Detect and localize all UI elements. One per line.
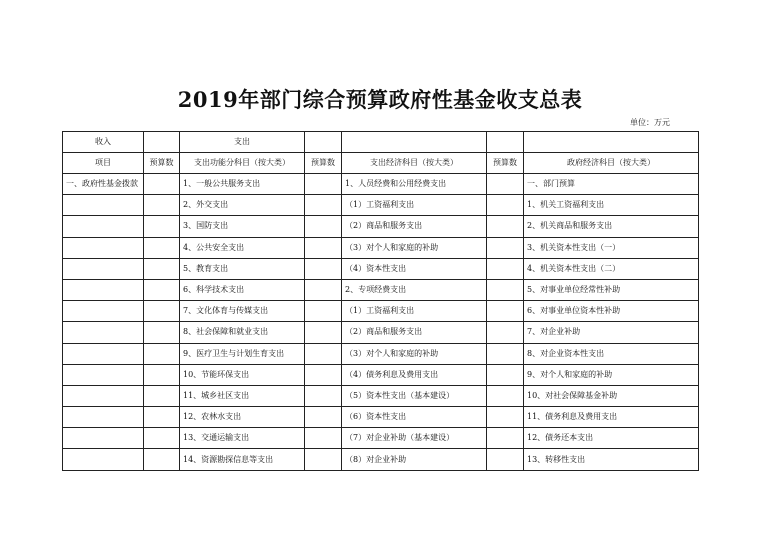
cell-item: 一、政府性基金拨款 (63, 174, 144, 195)
cell-econ: （7）对企业补助（基本建设） (342, 428, 487, 449)
cell-budget-1 (144, 258, 180, 279)
cell-budget-2 (305, 428, 342, 449)
cell-budget-1 (144, 174, 180, 195)
cell-budget-2 (305, 364, 342, 385)
table-row (63, 449, 699, 470)
cell-econ: （3）对个人和家庭的补助 (342, 237, 487, 258)
table-row (63, 195, 699, 216)
cell-budget-3 (487, 174, 524, 195)
cell-budget-2 (305, 195, 342, 216)
cell-budget-1 (144, 301, 180, 322)
cell-item (63, 237, 144, 258)
cell-econ: （8）对企业补助 (342, 449, 487, 470)
cell-budget-1 (144, 195, 180, 216)
header-empty-3 (342, 132, 487, 153)
table-row (63, 322, 699, 343)
cell-item (63, 279, 144, 300)
cell-gov: 7、对企业补助 (524, 322, 699, 343)
cell-gov: 一、部门预算 (524, 174, 699, 195)
cell-budget-2 (305, 216, 342, 237)
cell-func: 10、节能环保支出 (180, 364, 305, 385)
cell-econ: 2、专项经费支出 (342, 279, 487, 300)
cell-gov: 13、转移性支出 (524, 449, 699, 470)
cell-budget-2 (305, 407, 342, 428)
cell-func: 7、文化体育与传媒支出 (180, 301, 305, 322)
cell-func: 3、国防支出 (180, 216, 305, 237)
cell-budget-1 (144, 279, 180, 300)
cell-budget-3 (487, 237, 524, 258)
cell-budget-1 (144, 216, 180, 237)
cell-func: 6、科学技术支出 (180, 279, 305, 300)
cell-item (63, 343, 144, 364)
header-budget-1: 预算数 (144, 153, 180, 174)
cell-gov: 10、对社会保障基金补助 (524, 385, 699, 406)
table-row (63, 428, 699, 449)
header-empty-1 (144, 132, 180, 153)
cell-econ: （6）资本性支出 (342, 407, 487, 428)
cell-budget-1 (144, 385, 180, 406)
table-row (63, 364, 699, 385)
cell-econ: 1、人员经费和公用经费支出 (342, 174, 487, 195)
cell-econ: （5）资本性支出（基本建设） (342, 385, 487, 406)
cell-item (63, 407, 144, 428)
header-budget-3: 预算数 (487, 153, 524, 174)
cell-budget-3 (487, 195, 524, 216)
cell-econ: （1）工资福利支出 (342, 195, 487, 216)
cell-budget-2 (305, 237, 342, 258)
cell-func: 2、外交支出 (180, 195, 305, 216)
cell-econ: （4）债务利息及费用支出 (342, 364, 487, 385)
cell-func: 4、公共安全支出 (180, 237, 305, 258)
unit-label: 单位：万元 (630, 118, 670, 127)
cell-budget-3 (487, 364, 524, 385)
cell-func: 8、社会保障和就业支出 (180, 322, 305, 343)
table-row (63, 174, 699, 195)
cell-budget-3 (487, 449, 524, 470)
header-row-2 (63, 153, 699, 174)
cell-item (63, 322, 144, 343)
cell-item (63, 364, 144, 385)
table-row (63, 407, 699, 428)
cell-budget-3 (487, 385, 524, 406)
cell-budget-3 (487, 279, 524, 300)
cell-budget-3 (487, 216, 524, 237)
header-empty-2 (305, 132, 342, 153)
cell-item (63, 195, 144, 216)
cell-func: 9、医疗卫生与计划生育支出 (180, 343, 305, 364)
cell-budget-2 (305, 279, 342, 300)
cell-budget-3 (487, 343, 524, 364)
cell-gov: 2、机关商品和服务支出 (524, 216, 699, 237)
table-row (63, 279, 699, 300)
cell-func: 12、农林水支出 (180, 407, 305, 428)
cell-budget-3 (487, 301, 524, 322)
cell-func: 5、教育支出 (180, 258, 305, 279)
cell-gov: 5、对事业单位经常性补助 (524, 279, 699, 300)
cell-budget-2 (305, 449, 342, 470)
cell-budget-3 (487, 428, 524, 449)
table-row (63, 216, 699, 237)
cell-func: 14、资源勘探信息等支出 (180, 449, 305, 470)
budget-table (62, 131, 699, 471)
cell-func: 1、一般公共服务支出 (180, 174, 305, 195)
cell-budget-1 (144, 237, 180, 258)
cell-econ: （3）对个人和家庭的补助 (342, 343, 487, 364)
table-row (63, 301, 699, 322)
header-budget-2: 预算数 (305, 153, 342, 174)
cell-item (63, 301, 144, 322)
cell-gov: 4、机关资本性支出（二） (524, 258, 699, 279)
header-row-1 (63, 132, 699, 153)
header-gov: 政府经济科目（按大类） (524, 153, 699, 174)
table-row (63, 385, 699, 406)
cell-item (63, 428, 144, 449)
cell-gov: 11、债务利息及费用支出 (524, 407, 699, 428)
header-expenditure: 支出 (180, 132, 305, 153)
cell-func: 11、城乡社区支出 (180, 385, 305, 406)
cell-budget-2 (305, 385, 342, 406)
cell-budget-2 (305, 174, 342, 195)
cell-budget-2 (305, 301, 342, 322)
cell-econ: （2）商品和服务支出 (342, 322, 487, 343)
cell-budget-1 (144, 322, 180, 343)
cell-budget-1 (144, 428, 180, 449)
cell-budget-2 (305, 343, 342, 364)
cell-budget-3 (487, 407, 524, 428)
cell-econ: （1）工资福利支出 (342, 301, 487, 322)
cell-budget-3 (487, 258, 524, 279)
cell-budget-1 (144, 343, 180, 364)
cell-func: 13、交通运输支出 (180, 428, 305, 449)
page-title: 2019年部门综合预算政府性基金收支总表 (177, 87, 583, 112)
cell-gov: 1、机关工资福利支出 (524, 195, 699, 216)
header-income: 收入 (63, 132, 144, 153)
cell-gov: 8、对企业资本性支出 (524, 343, 699, 364)
header-empty-4 (487, 132, 524, 153)
table-row (63, 258, 699, 279)
cell-budget-3 (487, 322, 524, 343)
cell-item (63, 385, 144, 406)
cell-budget-2 (305, 258, 342, 279)
cell-item (63, 216, 144, 237)
cell-budget-1 (144, 407, 180, 428)
cell-econ: （4）资本性支出 (342, 258, 487, 279)
cell-gov: 9、对个人和家庭的补助 (524, 364, 699, 385)
cell-budget-1 (144, 449, 180, 470)
header-empty-5 (524, 132, 699, 153)
cell-gov: 6、对事业单位资本性补助 (524, 301, 699, 322)
header-econ: 支出经济科目（按大类） (342, 153, 487, 174)
cell-gov: 12、债务还本支出 (524, 428, 699, 449)
cell-gov: 3、机关资本性支出（一） (524, 237, 699, 258)
cell-item (63, 258, 144, 279)
cell-budget-2 (305, 322, 342, 343)
header-item: 项目 (63, 153, 144, 174)
header-func: 支出功能分科目（按大类） (180, 153, 305, 174)
cell-item (63, 449, 144, 470)
table-row (63, 237, 699, 258)
cell-budget-1 (144, 364, 180, 385)
cell-econ: （2）商品和服务支出 (342, 216, 487, 237)
table-row (63, 343, 699, 364)
